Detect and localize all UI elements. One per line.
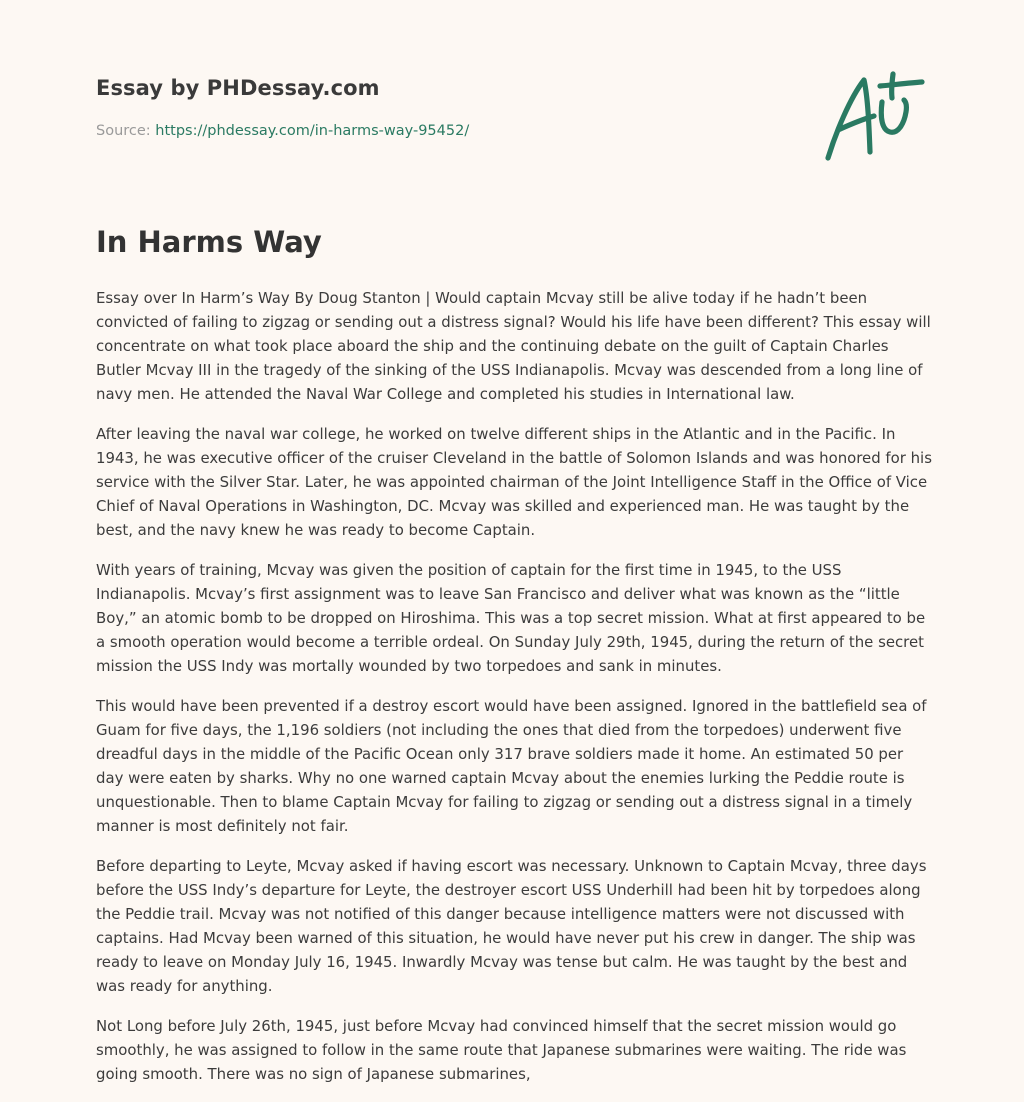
essay-paragraph: Not Long before July 26th, 1945, just before Mcvay had convinced himself that the secret mission would go smoothly, he was assigned to follow in the same route that Japanese submarines were waiting. The ride was going smooth. There was no sign of Japanese submarines,	[96, 1017, 907, 1083]
essay-paragraph: This would have been prevented if a destroy escort would have been assigned. Ignored in the battlefield sea of Guam for five days, the 1,196 soldiers (not including the ones that died from the torpedoes) underwent five dreadful days in the middle of the Pacific Ocean only 317 brave soldiers made it home. An estimated 50 per day were eaten by sharks. Why no one warned captain Mcvay about the enemies lurking the Peddie route is unquestionable. Then to blame Captain Mcvay for failing to zigzag or sending out a distress signal in a timely manner is most definitely not fair.	[96, 697, 927, 835]
site-brand-title: Essay by PHDessay.com	[96, 76, 380, 100]
source-line	[96, 123, 469, 139]
source-label: Source:	[96, 123, 151, 139]
essay-paragraph: After leaving the naval war college, he worked on twelve different ships in the Atlantic and in the Pacific. In 1943, he was executive officer of the cruiser Cleveland in the battle of Solomon Islands and was honored for his service with the Silver Star. Later, he was appointed chairman of the Joint Intelligence Staff in the Office of Vice Chief of Naval Operations in Washington, DC. Mcvay was skilled and experienced man. He was taught by the best, and the navy knew he was ready to become Captain.	[96, 425, 932, 539]
essay-paragraph: Before departing to Leyte, Mcvay asked if having escort was necessary. Unknown to Captain Mcvay, three days before the USS Indy’s departure for Leyte, the destroyer escort USS Underhill had been hit by torpedoes along the Peddie trail. Mcvay was not notified of this danger because intelligence matters were not discussed with captains. Had Mcvay been warned of this situation, he would have never put his crew in danger. The ship was ready to leave on Monday July 16, 1945. Inwardly Mcvay was tense but calm. He was taught by the best and was ready for anything.	[96, 857, 927, 995]
essay-paragraph: With years of training, Mcvay was given the position of captain for the first time in 1945, to the USS Indianapolis. Mcvay’s first assignment was to leave San Francisco and deliver what was known as the “little Boy,” an atomic bomb to be dropped on Hiroshima. This was a top secret mission. What at first appeared to be a smooth operation would become a terrible ordeal. On Sunday July 29th, 1945, during the return of the secret mission the USS Indy was mortally wounded by two torpedoes and sank in minutes.	[96, 561, 926, 675]
essay-body	[96, 286, 932, 1102]
a-plus-grade-strokes	[828, 74, 922, 158]
source-link[interactable]: https://phdessay.com/in-harms-way-95452/	[155, 123, 470, 139]
essay-paragraph: Essay over In Harm’s Way By Doug Stanton | Would captain Mcvay still be alive today if he hadn’t been convicted of failing to zigzag or sending out a distress signal? Would his life have been different? This essay will concentrate on what took place aboard the ship and the continuing debate on the guilt of Captain Charles Butler Mcvay III in the tragedy of the sinking of the USS Indianapolis. Mcvay was descended from a long line of navy men. He attended the Naval War College and completed his studies in International law.	[96, 289, 931, 403]
essay-title: In Harms Way	[96, 225, 322, 259]
a-plus-grade-icon	[824, 68, 928, 164]
